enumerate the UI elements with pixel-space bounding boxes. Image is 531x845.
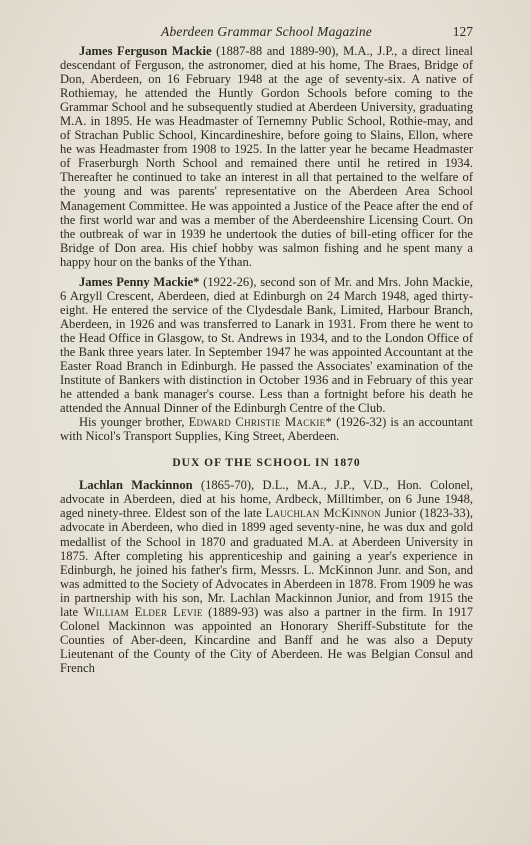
father-name: Lauchlan McKinnon	[265, 506, 382, 521]
obituary-text-1: (1865-70), D.L., M.A., J.P., V.D., Hon. Colonel, advocate in Aberdeen, died at his home, Ardbeck, Milltimber, on 6 June 1948, aged ninety-three. Eldest son of the late	[60, 478, 473, 521]
article-body	[60, 44, 473, 675]
running-head: Aberdeen Grammar School Magazine	[161, 24, 372, 39]
person-name: James Penny Mackie*	[79, 274, 200, 289]
obituary-text-2: Junior (1823-33), advocate in Aberdeen, who died in 1899 aged seventy-nine, he was dux and gold medallist of the School in 1870 and graduated M.A. at Aberdeen University in 1875. After completing his apprenticeship and gaining a year's experience in Edinburgh, he joined his father's firm, Messrs. L. McKinnon Junr. and Son, and was admitted to the Society of Advocates in Aberdeen in 1878. From 1909 he was in partnership with his son, Mr. Lachlan Mackinnon Junior, and from 1915 the late	[60, 506, 473, 619]
section-heading: DUX OF THE SCHOOL IN 1870	[172, 457, 361, 470]
partner-name: William Elder Levie	[83, 604, 203, 619]
obituary-lachlan-mackinnon	[60, 478, 473, 675]
page-number: 127	[452, 24, 473, 39]
person-name: James Ferguson Mackie	[79, 44, 212, 58]
obituary-james-penny-mackie	[60, 275, 473, 415]
brother-lead: His younger brother,	[79, 415, 189, 430]
obituary-text: (1922-26), second son of Mr. and Mrs. John Mackie, 6 Argyll Crescent, Aberdeen, died at Edinburgh on 24 March 1948, aged thirty-eight. He entered the service of the Clydesdale Bank, Limited, Harbour Branch, Aberdeen, in 1926 and was transferred to Lanark in 1931. From there he went to the Head Office in Glasgow, to St. Andrews in 1934, and to the London Office of the Bank three years later. In September 1947 he was appointed Accountant at the Easter Road Branch in Edinburgh. He passed the Associates' examination of the Institute of Bankers with distinction in October 1936 and in February of this year he attended a bank manager's course. Less than a fortnight before his death he attended the Annual Dinner of the Edinburgh Centre of the Club.	[60, 274, 473, 416]
person-name: Lachlan Mackinnon	[79, 478, 193, 493]
obituary-text-3: (1889-93) was also a partner in the firm. In 1917 Colonel Mackinnon was appointed an Honorary Sheriff-Substitute for the Counties of Aber-deen, Kincardine and Banff and he was also a Deputy Lieutenant of the County of the City of Aberdeen. He was Belgian Consul and French	[60, 604, 474, 675]
obituary-james-ferguson-mackie	[60, 44, 473, 269]
brother-name: Edward Christie Mackie*	[188, 415, 333, 430]
obituary-text: (1887-88 and 1889-90), M.A., J.P., a direct lineal descendant of Ferguson, the astronomer, died at his home, The Braes, Bridge of Don, Aberdeen, on 16 February 1948 at the age of seventy-six. A native of Rothiemay, he attended the Huntly Gordon Schools before coming to the Grammar School and he subsequently studied at Aberdeen University, graduating M.A. in 1895. He was Headmaster of Ternemny Public School, Rothie-may, and of Strachan Public School, Kincardineshire, before going to Slains, Ellon, where he was Headmaster from 1908 to 1925. In the latter year he became Headmaster of Fraserburgh North School and remained there until he retired in 1934. Thereafter he continued to take an interest in all that pertained to the welfare of the young and was parents' representative on the Aberdeen Area School Management Committee. He was appointed a Justice of the Peace after the end of the first world war and was a member of the Aberdeenshire Licensing Court. On the outbreak of war in 1939 he undertook the duties of bill-eting officer for the Bridge of Don area. His chief hobby was salmon fishing and he spent many a happy hour on the banks of the Ythan.	[60, 44, 473, 269]
brother-note	[60, 415, 473, 443]
page-header	[60, 24, 473, 42]
brother-text: (1926-32) is an accountant with Nicol's Transport Supplies, King Street, Aberdeen.	[60, 415, 473, 444]
